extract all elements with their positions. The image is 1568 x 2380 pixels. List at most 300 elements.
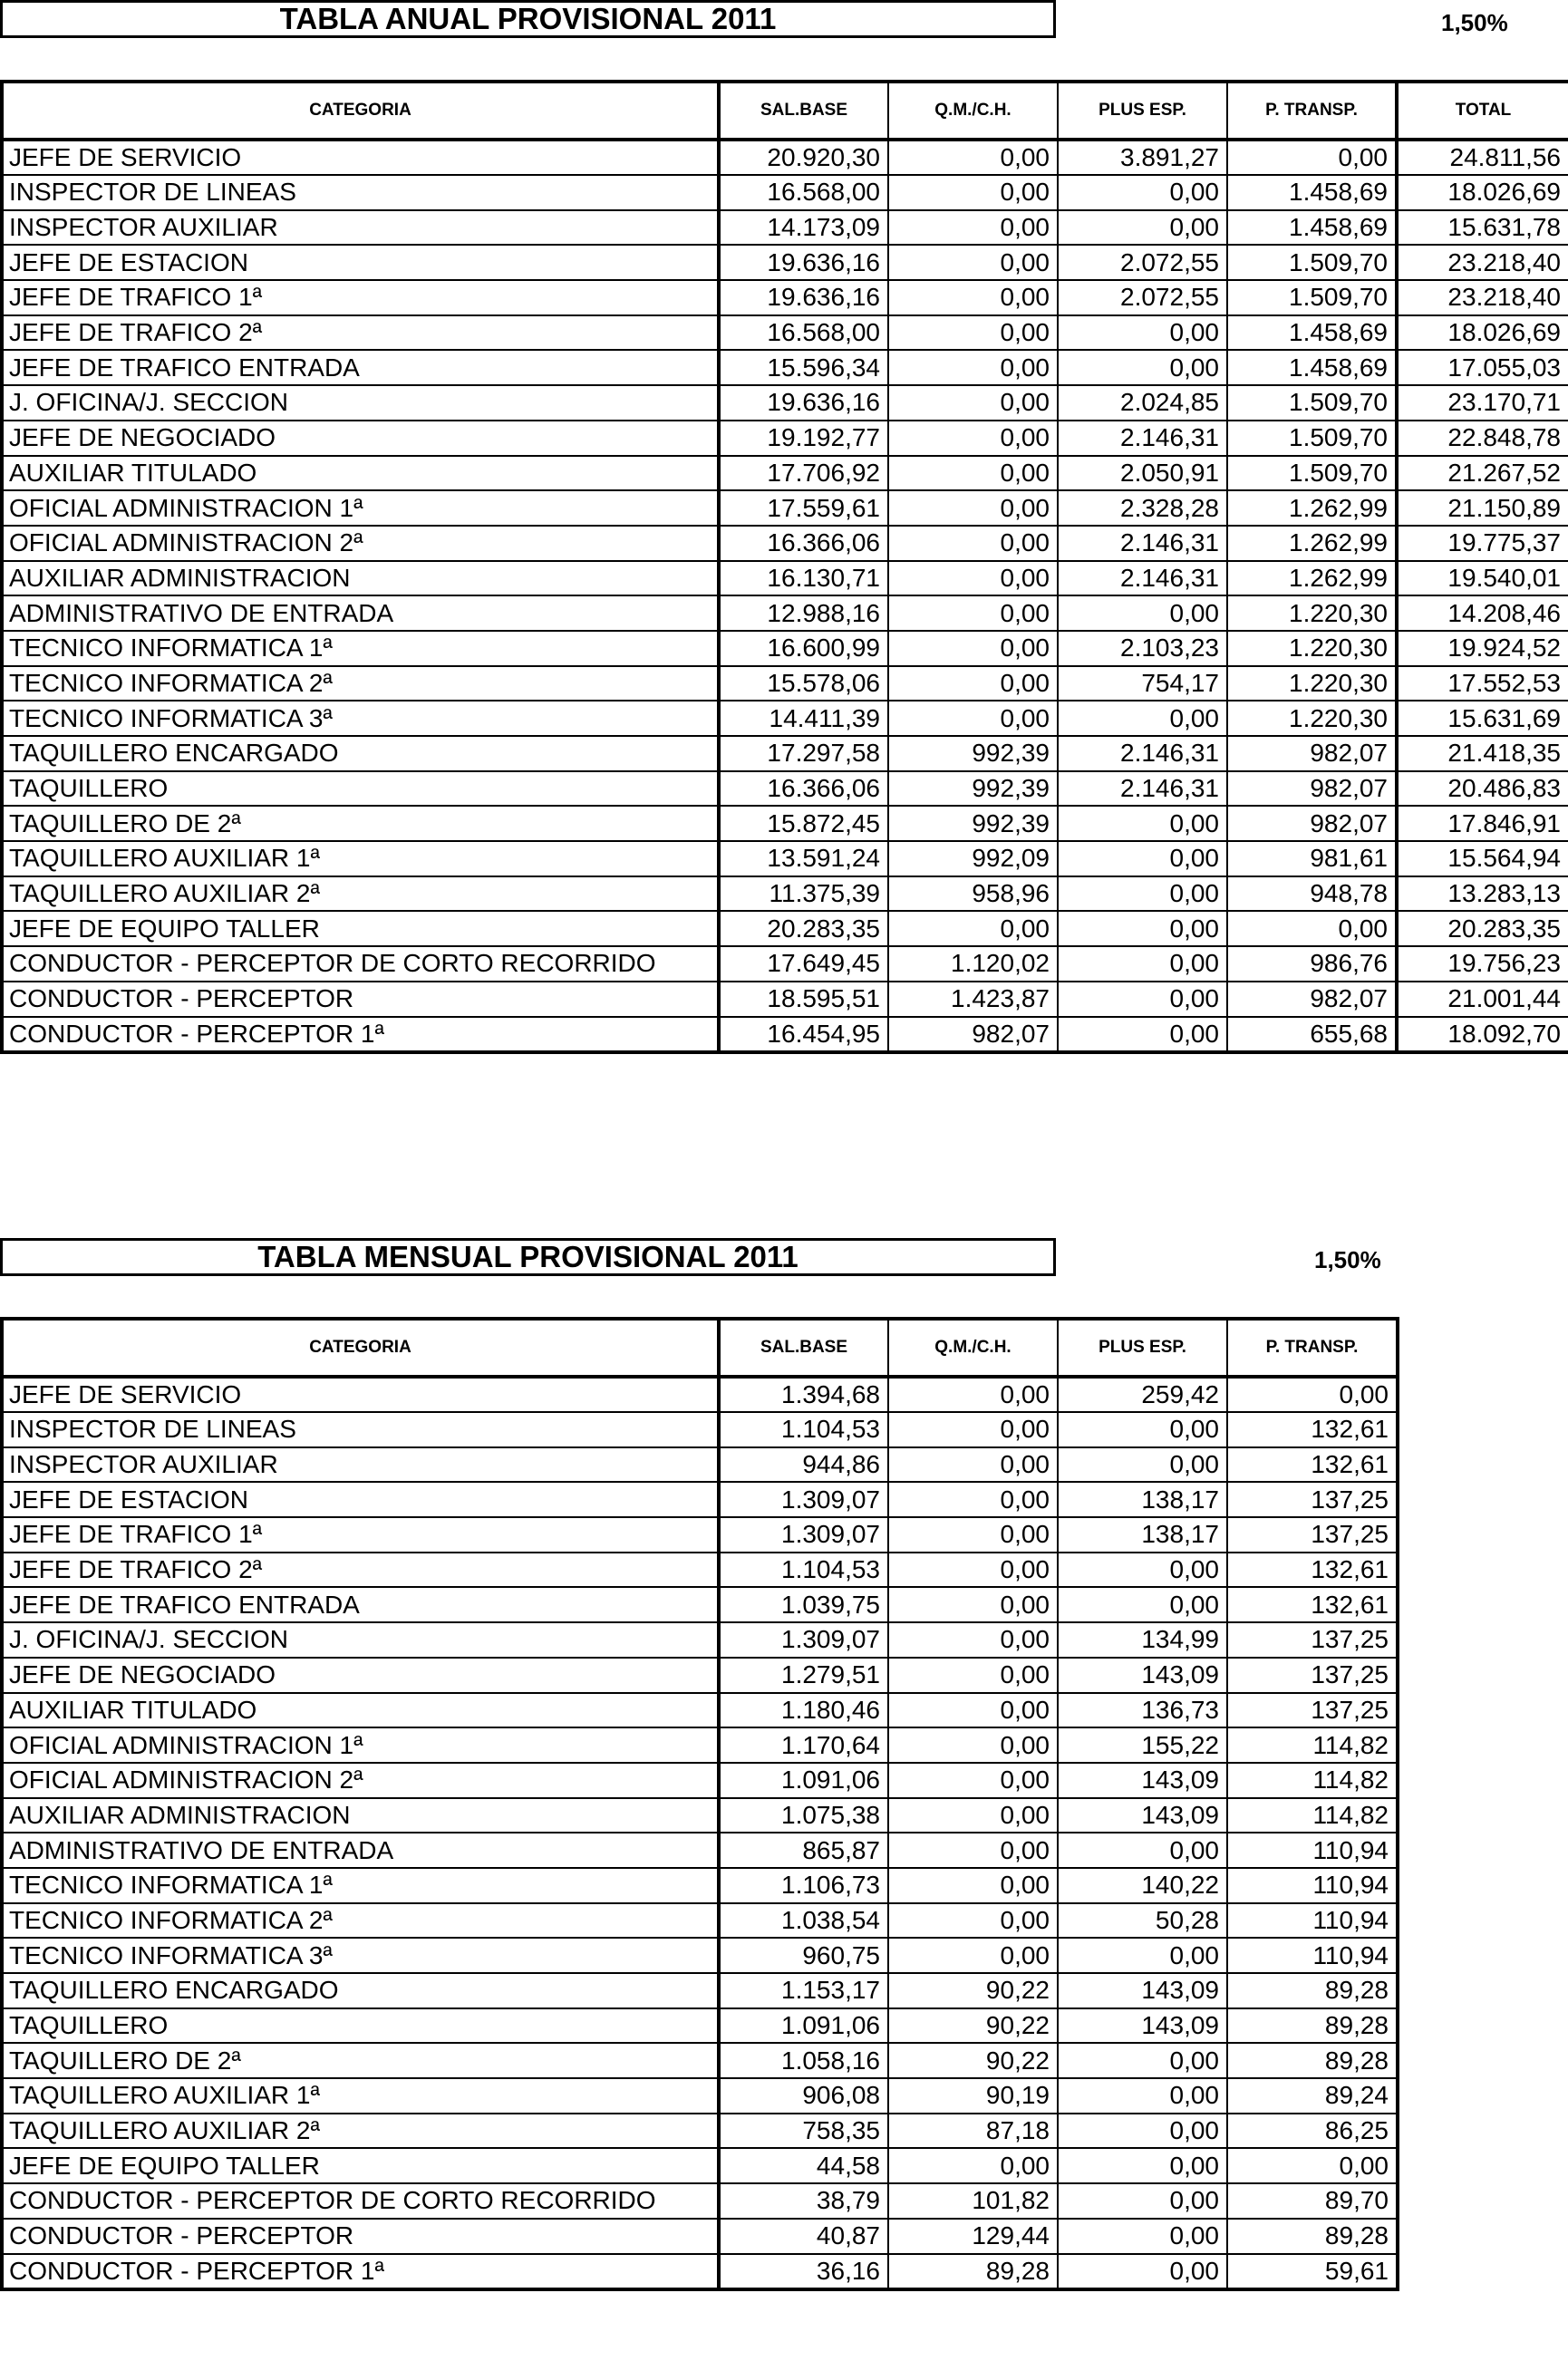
table-row (2, 245, 1568, 280)
column-header: CATEGORIA (2, 1319, 719, 1377)
value-cell: 0,00 (1058, 982, 1227, 1017)
value-cell: 114,82 (1227, 1798, 1398, 1833)
value-cell: 17.552,53 (1397, 666, 1568, 701)
category-cell: CONDUCTOR - PERCEPTOR 1ª (2, 1017, 719, 1052)
value-cell: 19.924,52 (1397, 631, 1568, 666)
value-cell: 138,17 (1058, 1517, 1227, 1553)
value-cell: 137,25 (1227, 1622, 1398, 1658)
value-cell: 143,09 (1058, 2008, 1227, 2044)
value-cell: 982,07 (1227, 736, 1397, 771)
table-row (2, 2008, 1398, 2044)
value-cell: 259,42 (1058, 1377, 1227, 1412)
table-row (2, 2254, 1398, 2289)
value-cell: 2.050,91 (1058, 456, 1227, 491)
table-row (2, 876, 1568, 912)
table-row (2, 350, 1568, 385)
value-cell: 23.218,40 (1397, 280, 1568, 315)
value-cell: 14.411,39 (719, 701, 888, 736)
category-cell: OFICIAL ADMINISTRACION 2ª (2, 526, 719, 561)
category-cell: TECNICO INFORMATICA 1ª (2, 1868, 719, 1903)
table-row (2, 1693, 1398, 1728)
value-cell: 865,87 (719, 1833, 888, 1868)
table-row (2, 456, 1568, 491)
value-cell: 143,09 (1058, 1658, 1227, 1693)
value-cell: 0,00 (1058, 1938, 1227, 1973)
value-cell: 90,22 (888, 2043, 1058, 2078)
table-row (2, 631, 1568, 666)
value-cell: 1.423,87 (888, 982, 1058, 1017)
value-cell: 38,79 (719, 2183, 888, 2219)
table-row (2, 2114, 1398, 2149)
category-cell: JEFE DE TRAFICO ENTRADA (2, 350, 719, 385)
value-cell: 90,22 (888, 2008, 1058, 2044)
value-cell: 20.486,83 (1397, 771, 1568, 807)
annual-percent: 1,50% (1441, 9, 1508, 36)
category-cell: TAQUILLERO AUXILIAR 2ª (2, 2114, 719, 2149)
value-cell: 16.366,06 (719, 771, 888, 807)
category-cell: TAQUILLERO (2, 771, 719, 807)
value-cell: 1.509,70 (1227, 421, 1397, 456)
value-cell: 0,00 (888, 1693, 1058, 1728)
value-cell: 0,00 (1058, 175, 1227, 210)
value-cell: 18.026,69 (1397, 175, 1568, 210)
value-cell: 20.920,30 (719, 140, 888, 175)
value-cell: 1.091,06 (719, 1763, 888, 1798)
column-header: CATEGORIA (2, 82, 719, 140)
value-cell: 89,28 (1227, 2043, 1398, 2078)
value-cell: 0,00 (888, 421, 1058, 456)
value-cell: 140,22 (1058, 1868, 1227, 1903)
value-cell: 17.846,91 (1397, 806, 1568, 841)
value-cell: 110,94 (1227, 1938, 1398, 1973)
value-cell: 14.208,46 (1397, 595, 1568, 631)
value-cell: 1.091,06 (719, 2008, 888, 2044)
value-cell: 13.591,24 (719, 841, 888, 876)
table-row (2, 1727, 1398, 1763)
value-cell: 1.106,73 (719, 1868, 888, 1903)
value-cell: 1.038,54 (719, 1903, 888, 1939)
value-cell: 2.146,31 (1058, 771, 1227, 807)
column-header: SAL.BASE (719, 82, 888, 140)
value-cell: 134,99 (1058, 1622, 1227, 1658)
value-cell: 16.454,95 (719, 1017, 888, 1052)
value-cell: 1.309,07 (719, 1517, 888, 1553)
category-cell: TECNICO INFORMATICA 1ª (2, 631, 719, 666)
value-cell: 89,70 (1227, 2183, 1398, 2219)
value-cell: 1.458,69 (1227, 315, 1397, 351)
column-header: PLUS ESP. (1058, 82, 1227, 140)
value-cell: 90,19 (888, 2078, 1058, 2114)
value-cell: 0,00 (1058, 210, 1227, 246)
value-cell: 2.072,55 (1058, 280, 1227, 315)
category-cell: OFICIAL ADMINISTRACION 2ª (2, 1763, 719, 1798)
value-cell: 1.262,99 (1227, 561, 1397, 596)
category-cell: JEFE DE TRAFICO ENTRADA (2, 1587, 719, 1622)
value-cell: 2.146,31 (1058, 526, 1227, 561)
value-cell: 0,00 (888, 2148, 1058, 2183)
value-cell: 0,00 (888, 175, 1058, 210)
value-cell: 0,00 (888, 140, 1058, 175)
column-header: P. TRANSP. (1227, 82, 1397, 140)
category-cell: J. OFICINA/J. SECCION (2, 1622, 719, 1658)
value-cell: 0,00 (1058, 2219, 1227, 2254)
value-cell: 155,22 (1058, 1727, 1227, 1763)
table-row (2, 806, 1568, 841)
value-cell: 0,00 (1058, 2254, 1227, 2289)
column-header: P. TRANSP. (1227, 1319, 1398, 1377)
category-cell: TAQUILLERO AUXILIAR 1ª (2, 2078, 719, 2114)
value-cell: 754,17 (1058, 666, 1227, 701)
value-cell: 16.568,00 (719, 315, 888, 351)
value-cell: 958,96 (888, 876, 1058, 912)
value-cell: 16.130,71 (719, 561, 888, 596)
value-cell: 0,00 (1058, 350, 1227, 385)
value-cell: 15.631,69 (1397, 701, 1568, 736)
value-cell: 19.636,16 (719, 385, 888, 421)
annual-header-row (2, 82, 1568, 140)
value-cell: 132,61 (1227, 1412, 1398, 1447)
value-cell: 19.756,23 (1397, 946, 1568, 982)
category-cell: JEFE DE TRAFICO 1ª (2, 280, 719, 315)
table-row (2, 1412, 1398, 1447)
value-cell: 0,00 (888, 350, 1058, 385)
column-header: Q.M./C.H. (888, 82, 1058, 140)
value-cell: 0,00 (1058, 701, 1227, 736)
value-cell: 1.509,70 (1227, 245, 1397, 280)
value-cell: 19.775,37 (1397, 526, 1568, 561)
value-cell: 0,00 (1058, 315, 1227, 351)
column-header: TOTAL (1397, 82, 1568, 140)
value-cell: 110,94 (1227, 1833, 1398, 1868)
category-cell: JEFE DE NEGOCIADO (2, 1658, 719, 1693)
value-cell: 0,00 (888, 595, 1058, 631)
value-cell: 0,00 (888, 456, 1058, 491)
value-cell: 2.146,31 (1058, 421, 1227, 456)
value-cell: 87,18 (888, 2114, 1058, 2149)
value-cell: 0,00 (888, 1903, 1058, 1939)
table-row (2, 701, 1568, 736)
value-cell: 0,00 (888, 210, 1058, 246)
category-cell: JEFE DE NEGOCIADO (2, 421, 719, 456)
value-cell: 143,09 (1058, 1763, 1227, 1798)
value-cell: 0,00 (1058, 2114, 1227, 2149)
value-cell: 15.564,94 (1397, 841, 1568, 876)
value-cell: 12.988,16 (719, 595, 888, 631)
value-cell: 89,28 (1227, 1973, 1398, 2008)
category-cell: INSPECTOR AUXILIAR (2, 210, 719, 246)
value-cell: 19.636,16 (719, 245, 888, 280)
value-cell: 89,28 (1227, 2008, 1398, 2044)
category-cell: TAQUILLERO DE 2ª (2, 2043, 719, 2078)
value-cell: 137,25 (1227, 1517, 1398, 1553)
value-cell: 1.220,30 (1227, 631, 1397, 666)
table-row (2, 2183, 1398, 2219)
value-cell: 1.058,16 (719, 2043, 888, 2078)
value-cell: 16.568,00 (719, 175, 888, 210)
table-row (2, 946, 1568, 982)
value-cell: 0,00 (1227, 1377, 1398, 1412)
value-cell: 960,75 (719, 1938, 888, 1973)
table-row (2, 2043, 1398, 2078)
value-cell: 0,00 (1058, 841, 1227, 876)
value-cell: 982,07 (1227, 982, 1397, 1017)
value-cell: 137,25 (1227, 1482, 1398, 1517)
table-row (2, 982, 1568, 1017)
value-cell: 19.636,16 (719, 280, 888, 315)
monthly-percent: 1,50% (1314, 1246, 1381, 1273)
table-row (2, 1868, 1398, 1903)
value-cell: 0,00 (888, 1833, 1058, 1868)
value-cell: 1.075,38 (719, 1798, 888, 1833)
value-cell: 2.103,23 (1058, 631, 1227, 666)
value-cell: 0,00 (888, 1482, 1058, 1517)
value-cell: 143,09 (1058, 1973, 1227, 2008)
category-cell: CONDUCTOR - PERCEPTOR (2, 2219, 719, 2254)
value-cell: 0,00 (1058, 1833, 1227, 1868)
value-cell: 20.283,35 (1397, 911, 1568, 946)
value-cell: 40,87 (719, 2219, 888, 2254)
table-row (2, 841, 1568, 876)
value-cell: 1.120,02 (888, 946, 1058, 982)
value-cell: 758,35 (719, 2114, 888, 2149)
table-row (2, 490, 1568, 526)
value-cell: 1.262,99 (1227, 526, 1397, 561)
value-cell: 0,00 (1058, 1412, 1227, 1447)
value-cell: 137,25 (1227, 1693, 1398, 1728)
value-cell: 21.150,89 (1397, 490, 1568, 526)
value-cell: 655,68 (1227, 1017, 1397, 1052)
value-cell: 44,58 (719, 2148, 888, 2183)
category-cell: JEFE DE TRAFICO 1ª (2, 1517, 719, 1553)
value-cell: 14.173,09 (719, 210, 888, 246)
value-cell: 21.418,35 (1397, 736, 1568, 771)
value-cell: 992,39 (888, 736, 1058, 771)
value-cell: 0,00 (888, 701, 1058, 736)
monthly-header-row (2, 1319, 1398, 1377)
table-row (2, 911, 1568, 946)
value-cell: 0,00 (1058, 806, 1227, 841)
value-cell: 982,07 (888, 1017, 1058, 1052)
value-cell: 1.220,30 (1227, 666, 1397, 701)
category-cell: OFICIAL ADMINISTRACION 1ª (2, 1727, 719, 1763)
table-row (2, 1553, 1398, 1588)
table-row (2, 1482, 1398, 1517)
category-cell: ADMINISTRATIVO DE ENTRADA (2, 595, 719, 631)
value-cell: 0,00 (1227, 911, 1397, 946)
value-cell: 0,00 (1227, 2148, 1398, 2183)
value-cell: 20.283,35 (719, 911, 888, 946)
category-cell: JEFE DE ESTACION (2, 245, 719, 280)
value-cell: 981,61 (1227, 841, 1397, 876)
value-cell: 982,07 (1227, 806, 1397, 841)
value-cell: 1.279,51 (719, 1658, 888, 1693)
value-cell: 2.328,28 (1058, 490, 1227, 526)
table-row (2, 421, 1568, 456)
value-cell: 1.509,70 (1227, 456, 1397, 491)
value-cell: 1.394,68 (719, 1377, 888, 1412)
value-cell: 906,08 (719, 2078, 888, 2114)
category-cell: TAQUILLERO ENCARGADO (2, 1973, 719, 2008)
table-row (2, 1447, 1398, 1483)
value-cell: 86,25 (1227, 2114, 1398, 2149)
value-cell: 0,00 (888, 315, 1058, 351)
category-cell: JEFE DE EQUIPO TALLER (2, 2148, 719, 2183)
category-cell: JEFE DE TRAFICO 2ª (2, 315, 719, 351)
column-header: Q.M./C.H. (888, 1319, 1058, 1377)
value-cell: 136,73 (1058, 1693, 1227, 1728)
table-row (2, 526, 1568, 561)
value-cell: 1.458,69 (1227, 350, 1397, 385)
value-cell: 15.872,45 (719, 806, 888, 841)
value-cell: 0,00 (888, 526, 1058, 561)
value-cell: 15.596,34 (719, 350, 888, 385)
value-cell: 1.104,53 (719, 1553, 888, 1588)
category-cell: TAQUILLERO DE 2ª (2, 806, 719, 841)
value-cell: 1.458,69 (1227, 210, 1397, 246)
value-cell: 0,00 (888, 1622, 1058, 1658)
value-cell: 948,78 (1227, 876, 1397, 912)
value-cell: 992,09 (888, 841, 1058, 876)
category-cell: AUXILIAR ADMINISTRACION (2, 1798, 719, 1833)
value-cell: 17.706,92 (719, 456, 888, 491)
table-row (2, 1017, 1568, 1052)
value-cell: 17.297,58 (719, 736, 888, 771)
value-cell: 986,76 (1227, 946, 1397, 982)
table-row (2, 1938, 1398, 1973)
value-cell: 982,07 (1227, 771, 1397, 807)
table-row (2, 2078, 1398, 2114)
value-cell: 13.283,13 (1397, 876, 1568, 912)
value-cell: 0,00 (888, 490, 1058, 526)
category-cell: TECNICO INFORMATICA 3ª (2, 701, 719, 736)
category-cell: CONDUCTOR - PERCEPTOR (2, 982, 719, 1017)
value-cell: 0,00 (1058, 946, 1227, 982)
category-cell: AUXILIAR TITULADO (2, 456, 719, 491)
value-cell: 944,86 (719, 1447, 888, 1483)
value-cell: 1.458,69 (1227, 175, 1397, 210)
value-cell: 0,00 (888, 1587, 1058, 1622)
value-cell: 114,82 (1227, 1763, 1398, 1798)
value-cell: 1.039,75 (719, 1587, 888, 1622)
value-cell: 0,00 (1227, 140, 1397, 175)
value-cell: 0,00 (888, 1377, 1058, 1412)
value-cell: 143,09 (1058, 1798, 1227, 1833)
value-cell: 15.578,06 (719, 666, 888, 701)
value-cell: 17.559,61 (719, 490, 888, 526)
category-cell: JEFE DE SERVICIO (2, 140, 719, 175)
monthly-table (0, 1317, 1399, 2291)
column-header: SAL.BASE (719, 1319, 888, 1377)
table-row (2, 666, 1568, 701)
value-cell: 50,28 (1058, 1903, 1227, 1939)
value-cell: 992,39 (888, 771, 1058, 807)
value-cell: 18.595,51 (719, 982, 888, 1017)
category-cell: AUXILIAR ADMINISTRACION (2, 561, 719, 596)
category-cell: TECNICO INFORMATICA 3ª (2, 1938, 719, 1973)
value-cell: 0,00 (1058, 2078, 1227, 2114)
category-cell: INSPECTOR DE LINEAS (2, 175, 719, 210)
value-cell: 15.631,78 (1397, 210, 1568, 246)
value-cell: 1.220,30 (1227, 701, 1397, 736)
table-row (2, 2148, 1398, 2183)
value-cell: 114,82 (1227, 1727, 1398, 1763)
value-cell: 0,00 (888, 1517, 1058, 1553)
value-cell: 0,00 (888, 1658, 1058, 1693)
value-cell: 137,25 (1227, 1658, 1398, 1693)
value-cell: 0,00 (888, 245, 1058, 280)
category-cell: CONDUCTOR - PERCEPTOR DE CORTO RECORRIDO (2, 946, 719, 982)
table-row (2, 1377, 1398, 1412)
value-cell: 2.072,55 (1058, 245, 1227, 280)
value-cell: 0,00 (888, 561, 1058, 596)
value-cell: 1.509,70 (1227, 385, 1397, 421)
value-cell: 23.218,40 (1397, 245, 1568, 280)
category-cell: TAQUILLERO (2, 2008, 719, 2044)
value-cell: 0,00 (1058, 595, 1227, 631)
value-cell: 16.600,99 (719, 631, 888, 666)
value-cell: 21.267,52 (1397, 456, 1568, 491)
value-cell: 0,00 (888, 1938, 1058, 1973)
value-cell: 0,00 (888, 1868, 1058, 1903)
value-cell: 59,61 (1227, 2254, 1398, 2289)
category-cell: CONDUCTOR - PERCEPTOR DE CORTO RECORRIDO (2, 2183, 719, 2219)
value-cell: 21.001,44 (1397, 982, 1568, 1017)
value-cell: 24.811,56 (1397, 140, 1568, 175)
category-cell: OFICIAL ADMINISTRACION 1ª (2, 490, 719, 526)
category-cell: AUXILIAR TITULADO (2, 1693, 719, 1728)
value-cell: 0,00 (1058, 911, 1227, 946)
category-cell: TECNICO INFORMATICA 2ª (2, 1903, 719, 1939)
value-cell: 2.146,31 (1058, 736, 1227, 771)
value-cell: 0,00 (888, 1447, 1058, 1483)
value-cell: 1.220,30 (1227, 595, 1397, 631)
value-cell: 1.309,07 (719, 1482, 888, 1517)
value-cell: 0,00 (1058, 1447, 1227, 1483)
value-cell: 0,00 (1058, 1587, 1227, 1622)
category-cell: TAQUILLERO AUXILIAR 1ª (2, 841, 719, 876)
value-cell: 132,61 (1227, 1447, 1398, 1483)
annual-title: TABLA ANUAL PROVISIONAL 2011 (0, 0, 1056, 38)
value-cell: 11.375,39 (719, 876, 888, 912)
value-cell: 18.026,69 (1397, 315, 1568, 351)
value-cell: 1.153,17 (719, 1973, 888, 2008)
value-cell: 0,00 (888, 385, 1058, 421)
category-cell: JEFE DE SERVICIO (2, 1377, 719, 1412)
value-cell: 90,22 (888, 1973, 1058, 2008)
category-cell: J. OFICINA/J. SECCION (2, 385, 719, 421)
value-cell: 132,61 (1227, 1553, 1398, 1588)
value-cell: 1.262,99 (1227, 490, 1397, 526)
value-cell: 0,00 (888, 280, 1058, 315)
value-cell: 89,28 (1227, 2219, 1398, 2254)
table-row (2, 1973, 1398, 2008)
value-cell: 1.180,46 (719, 1693, 888, 1728)
category-cell: INSPECTOR AUXILIAR (2, 1447, 719, 1483)
category-cell: JEFE DE TRAFICO 2ª (2, 1553, 719, 1588)
table-row (2, 1798, 1398, 1833)
category-cell: JEFE DE EQUIPO TALLER (2, 911, 719, 946)
value-cell: 2.146,31 (1058, 561, 1227, 596)
table-row (2, 771, 1568, 807)
table-row (2, 210, 1568, 246)
value-cell: 110,94 (1227, 1903, 1398, 1939)
value-cell: 0,00 (1058, 876, 1227, 912)
table-row (2, 1622, 1398, 1658)
table-row (2, 736, 1568, 771)
value-cell: 129,44 (888, 2219, 1058, 2254)
category-cell: JEFE DE ESTACION (2, 1482, 719, 1517)
table-row (2, 315, 1568, 351)
